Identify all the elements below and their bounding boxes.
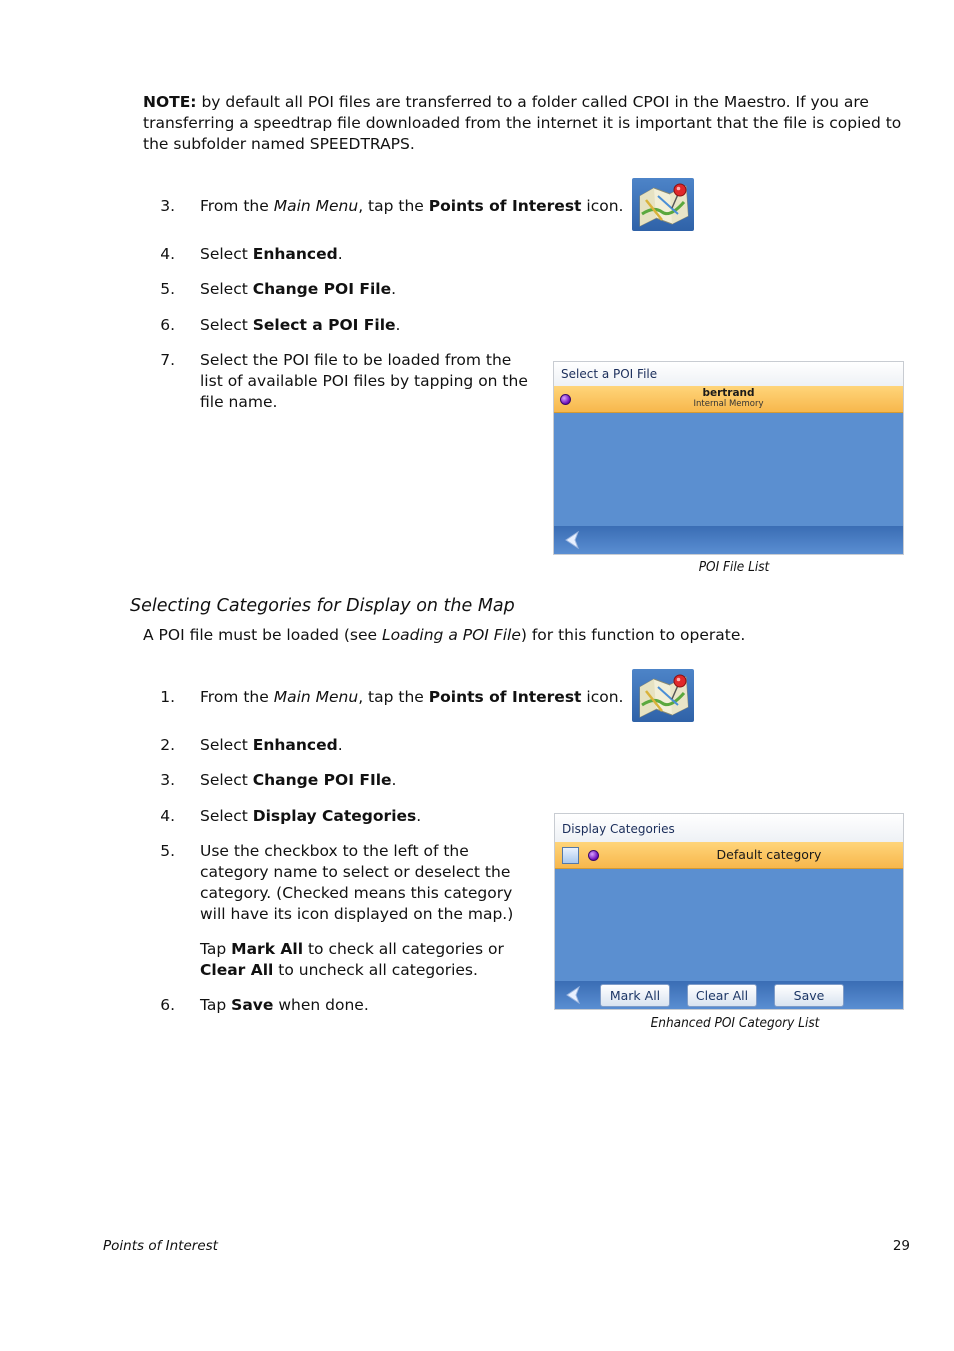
back-arrow-icon[interactable] — [565, 986, 581, 1004]
category-name: Default category — [716, 847, 822, 862]
section-intro: A POI file must be loaded (see Loading a POI File) for this function to operate. — [143, 626, 746, 644]
poi-file-row[interactable] — [554, 386, 903, 413]
step-text: From the Main Menu, tap the Points of Interest icon. — [200, 688, 624, 706]
note-label: NOTE: — [143, 93, 197, 111]
step-number: 5. — [160, 842, 175, 860]
list-area — [555, 869, 903, 981]
step-subtext: Tap Mark All to check all categories or Clear All to uncheck all categories. — [200, 940, 504, 979]
step-text: Select Change POI File. — [200, 280, 397, 298]
save-button[interactable]: Save — [774, 984, 844, 1007]
step-number: 3. — [160, 197, 175, 215]
map-pin-icon — [632, 178, 694, 231]
step-number: 7. — [160, 351, 175, 369]
step-number: 2. — [160, 736, 175, 754]
screen-title: Select a POI File — [554, 362, 903, 386]
checkbox-icon[interactable] — [562, 847, 579, 864]
note-text: by default all POI files are transferred to a folder called CPOI in the Maestro. If you are transferring a speedtrap file downloaded from the internet it is important that the file is copied to the subfolder named SPEEDTRAPS. — [143, 93, 902, 153]
points-of-interest-icon — [632, 178, 694, 231]
page-number: 29 — [892, 1238, 910, 1254]
step-number: 6. — [160, 996, 175, 1014]
step-number: 6. — [160, 316, 175, 334]
back-arrow-icon[interactable] — [564, 531, 580, 549]
step-text: Select Enhanced. — [200, 245, 343, 263]
step-text: Select Display Categories. — [200, 807, 422, 825]
figure-caption: Enhanced POI Category List — [650, 1015, 820, 1031]
mark-all-button[interactable]: Mark All — [600, 984, 670, 1007]
screen-title: Display Categories — [555, 814, 903, 842]
step-text: Select Enhanced. — [200, 736, 343, 754]
poi-file-list-screen — [553, 361, 904, 555]
step-number: 3. — [160, 771, 175, 789]
step-text: Select the POI file to be loaded from the list of available POI files by tapping on the file name. — [200, 351, 528, 411]
step-text: Select Change POI FIle. — [200, 771, 397, 789]
category-row[interactable] — [555, 842, 903, 869]
section-heading: Selecting Categories for Display on the Map — [130, 596, 515, 616]
bottom-bar — [554, 526, 903, 554]
points-of-interest-icon — [632, 669, 694, 722]
bottom-bar — [555, 981, 903, 1009]
poi-file-location: Internal Memory — [693, 399, 764, 409]
step-number: 4. — [160, 245, 175, 263]
poi-file-name: bertrand — [702, 387, 755, 399]
step-text: Use the checkbox to the left of the category name to select or deselect the category. (Checked means this category will have its icon displayed on the map.) — [200, 842, 514, 923]
map-pin-icon — [632, 669, 694, 722]
step-number: 5. — [160, 280, 175, 298]
step-number: 4. — [160, 807, 175, 825]
step-text: From the Main Menu, tap the Points of Interest icon. — [200, 197, 624, 215]
footer-section-title: Points of Interest — [103, 1238, 218, 1254]
display-categories-screen — [554, 813, 904, 1010]
step-number: 1. — [160, 688, 175, 706]
clear-all-button[interactable]: Clear All — [687, 984, 757, 1007]
list-area — [554, 413, 903, 526]
bullet-dot-icon — [588, 850, 599, 861]
note-paragraph — [143, 92, 903, 155]
figure-caption: POI File List — [698, 559, 770, 575]
step-text: Tap Save when done. — [200, 996, 369, 1014]
step-text: Select Select a POI File. — [200, 316, 401, 334]
